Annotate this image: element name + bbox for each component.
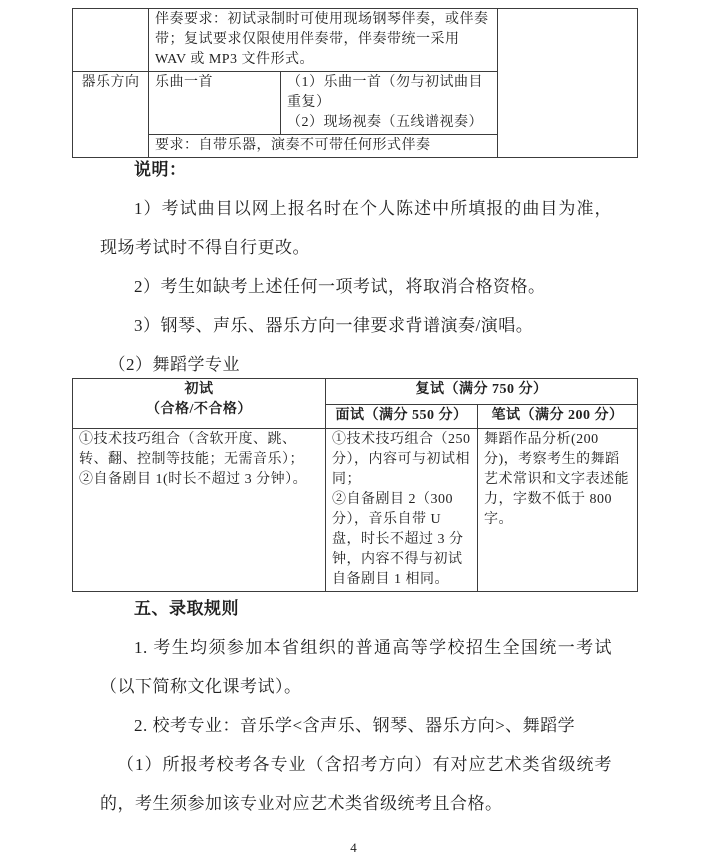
- empty-cell: [73, 9, 149, 72]
- written-header-cell: 笔试（满分 200 分）: [478, 405, 638, 429]
- admission-rules-heading: 五、录取规则: [134, 599, 239, 618]
- interview-header-cell: 面试（满分 550 分）: [326, 405, 478, 429]
- first-round-item-2: ②自备剧目 1(时长不超过 3 分钟）。: [79, 472, 308, 487]
- interview-item-1: ①技术技巧组合（250 分），内容可与初试相同；: [332, 432, 471, 487]
- dance-major-subsection-heading: （2）舞蹈学专业: [108, 355, 240, 374]
- table-row: [73, 9, 638, 72]
- interview-content-cell: [326, 429, 478, 592]
- piece-cell: 乐曲一首: [149, 72, 281, 135]
- interview-item-2: ②自备剧目 2（300 分），音乐自带 U 盘，时长不超过 3 分钟，内容不得与初试自备剧目 1 相同。: [332, 492, 464, 587]
- admission-rule-1: 1. 考生均须参加本省组织的普通高等学校招生全国统一考试（以下简称文化课考试）。: [100, 638, 612, 696]
- notes-section: [100, 150, 612, 384]
- retest-item-1: （1）乐曲一首（勿与初试曲目重复）: [287, 75, 483, 110]
- note-item-2: 2）考生如缺考上述任何一项考试，将取消合格资格。: [134, 277, 546, 296]
- first-round-header-cell: [73, 379, 326, 429]
- note-item-1: 1）考试曲目以网上报名时在个人陈述中所填报的曲目为准，现场考试时不得自行更改。: [100, 199, 612, 257]
- written-content-cell: 舞蹈作品分析(200 分)，考察考生的舞蹈艺术常识和文字表述能力，字数不低于 800 字。: [478, 429, 638, 592]
- empty-right-cell: [498, 9, 638, 158]
- notes-heading: 说明：: [134, 160, 187, 179]
- direction-label-cell: 器乐方向: [73, 72, 149, 158]
- admission-rule-2-1: （1）所报考校考各专业（含招考方向）有对应艺术类省级统考的，考生须参加该专业对应艺术类省级统考且合格。: [100, 755, 612, 813]
- accompaniment-requirement-cell: [149, 9, 498, 72]
- instrumental-exam-table: [72, 8, 638, 158]
- table-header-row: [73, 379, 638, 405]
- note-item-3: 3）钢琴、声乐、器乐方向一律要求背谱演奏/演唱。: [134, 316, 534, 335]
- first-round-item-1: ①技术技巧组合（含软开度、跳、转、翻、控制等技能；无需音乐）；: [79, 432, 304, 467]
- page-number: 4: [350, 840, 357, 855]
- admission-rules-section: [100, 589, 612, 823]
- retest-item-2: （2）现场视奏（五线谱视奏）: [287, 115, 483, 130]
- first-round-header-line1: 初试: [184, 382, 214, 397]
- first-round-header-line2: （合格/不合格）: [146, 402, 252, 417]
- table-body-row: [73, 429, 638, 592]
- retest-header-cell: 复试（满分 750 分）: [326, 379, 638, 405]
- first-round-content-cell: [73, 429, 326, 592]
- requirement-cell: 要求：自带乐器，演奏不可带任何形式伴奏: [149, 135, 498, 158]
- admission-rule-2: 2. 校考专业：音乐学<含声乐、钢琴、器乐方向>、舞蹈学: [134, 716, 576, 735]
- retest-content-cell: [281, 72, 498, 135]
- accompaniment-requirement-text: 伴奏要求：初试录制时可使用现场钢琴伴奏，或伴奏带；复试要求仅限使用伴奏带，伴奏带统一采用 WAV 或 MP3 文件形式。: [155, 12, 489, 67]
- dance-exam-table: [72, 378, 638, 592]
